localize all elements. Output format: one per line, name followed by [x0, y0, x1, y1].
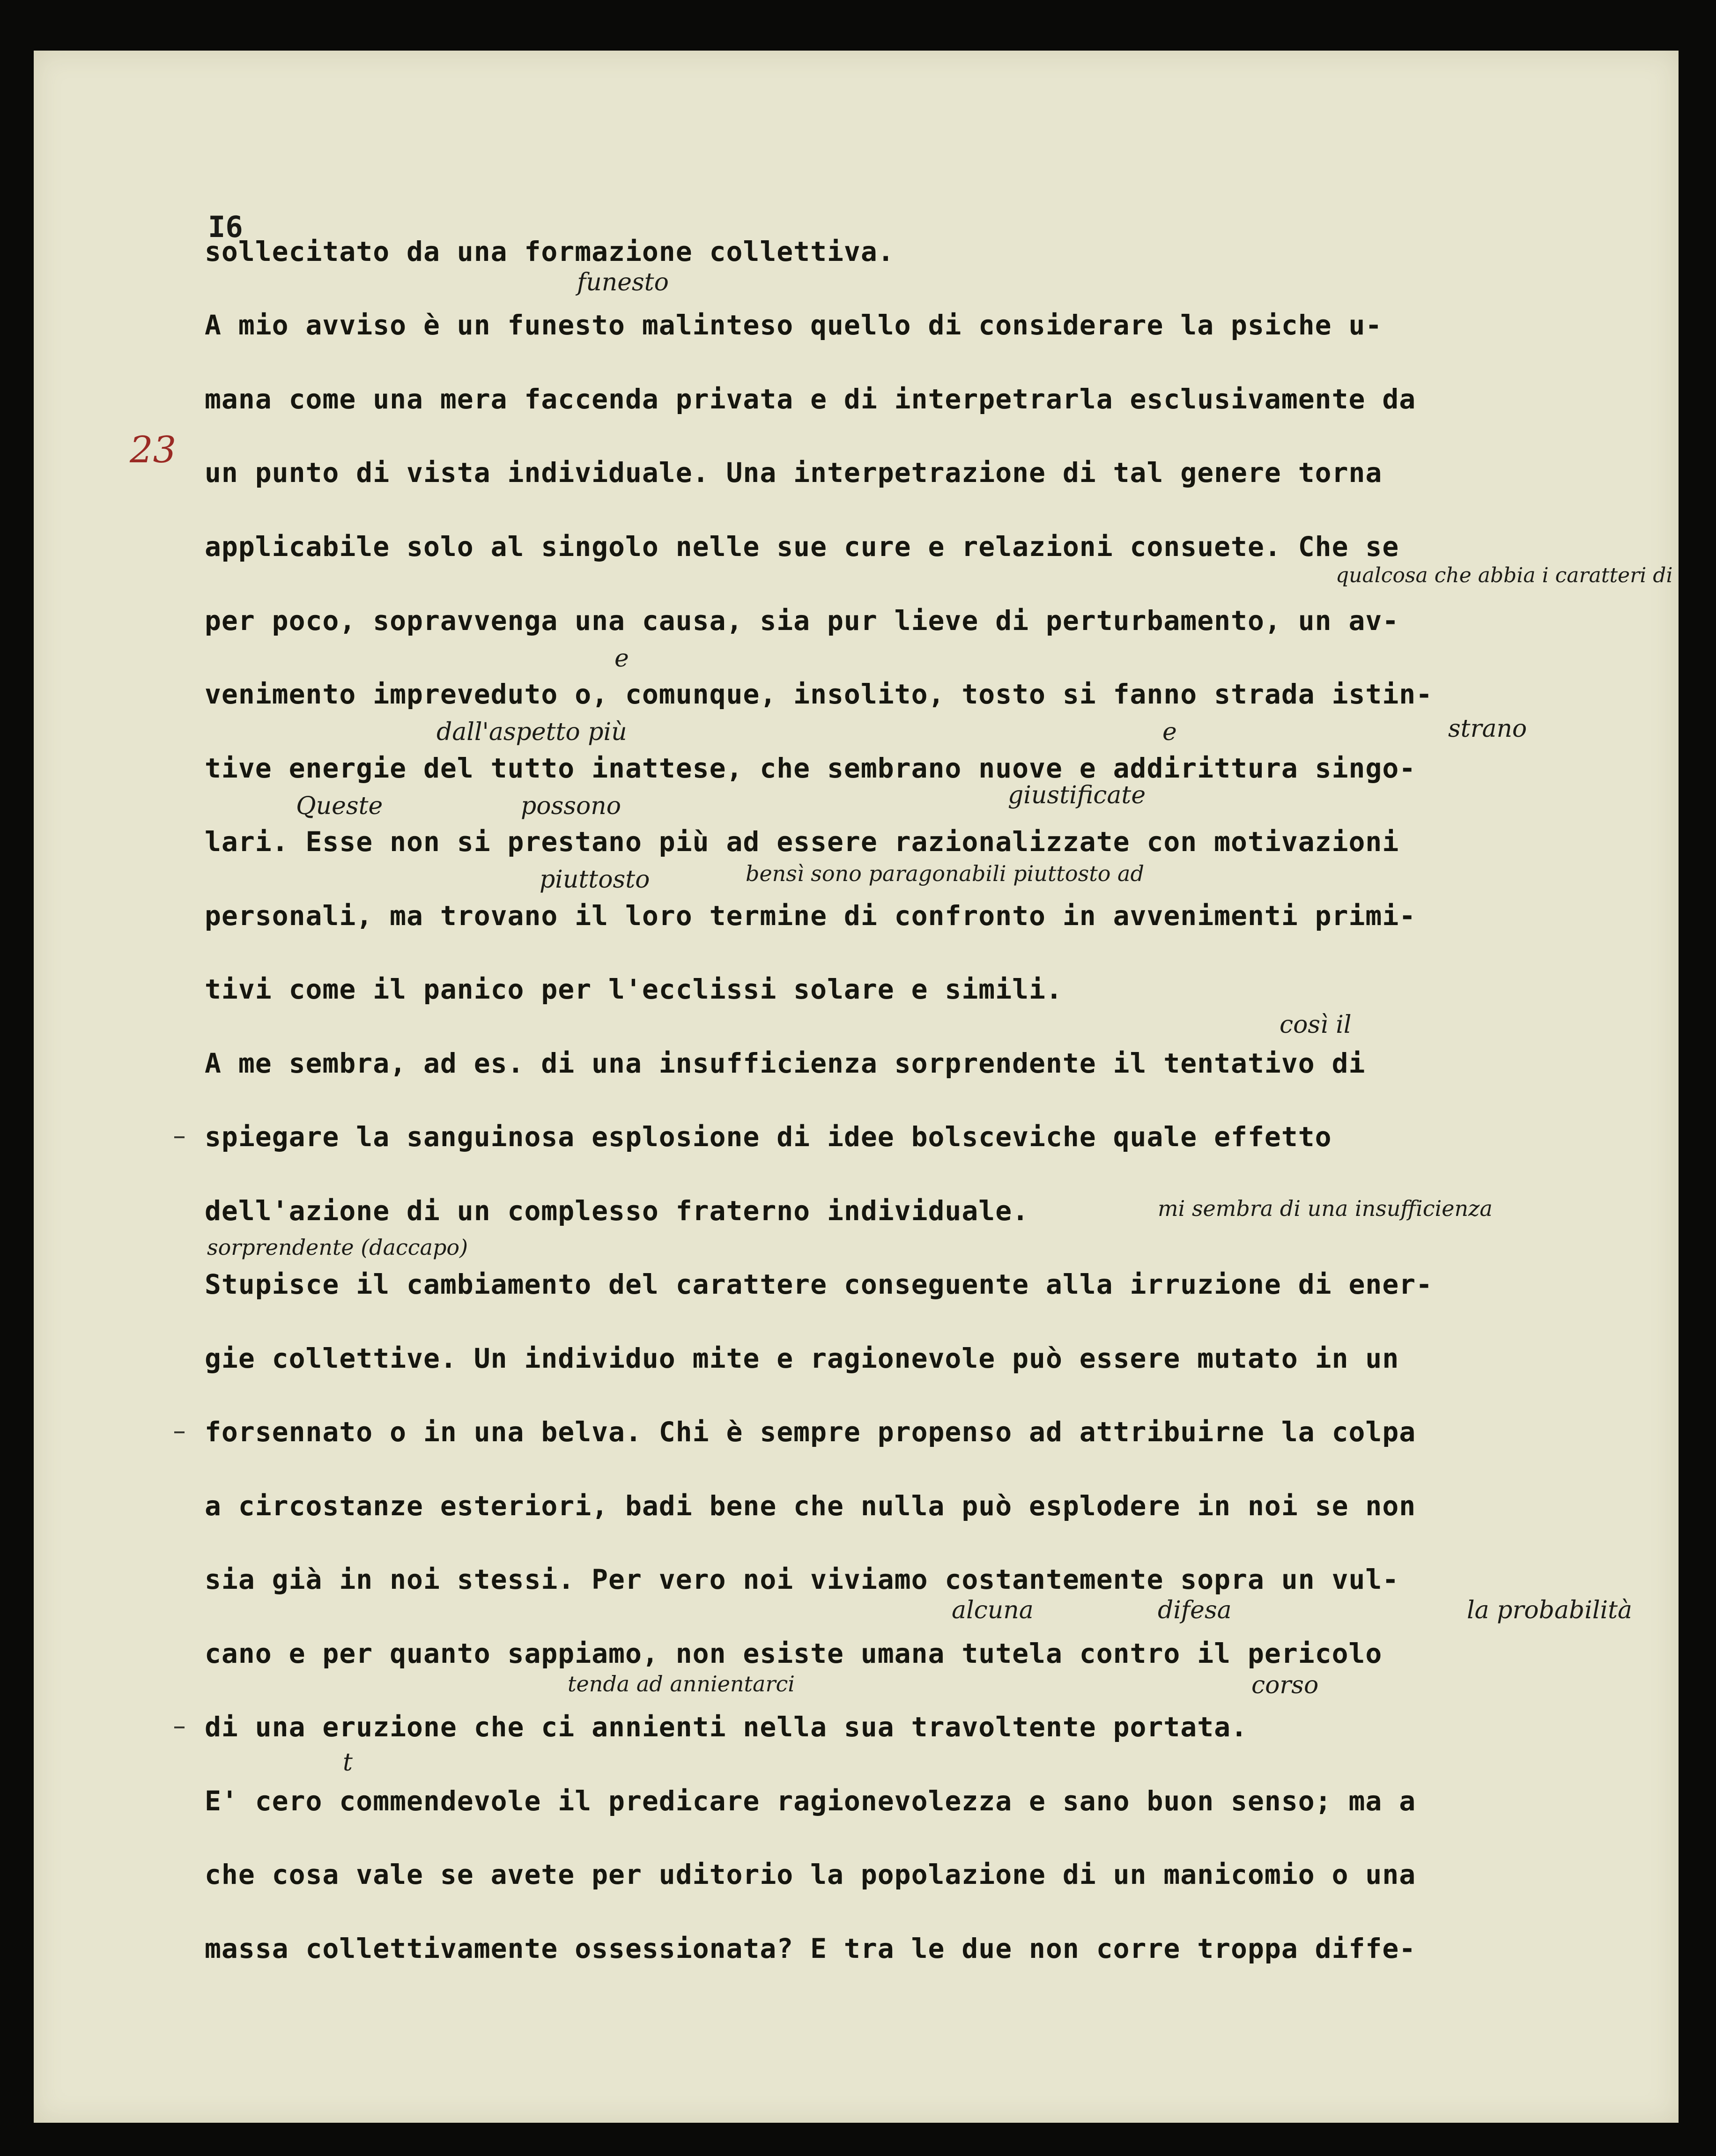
text-line: personali, ma trovano il loro termine di confronto in avvenimenti primi-	[205, 900, 1416, 932]
text-line: tivi come il panico per l'ecclissi solare e simili.	[205, 973, 1063, 1005]
text-line: E' cero commendevole il predicare ragionevolezza e sano buon senso; ma a	[205, 1785, 1416, 1817]
handwritten-annotation: tenda ad annientarci	[568, 1671, 795, 1697]
handwritten-annotation: Queste	[296, 792, 383, 820]
margin-note: 23	[130, 429, 177, 471]
text-line: gie collettive. Un individuo mite e ragionevole può essere mutato in un	[205, 1342, 1399, 1374]
handwritten-annotation: mi sembra di una insufficienza	[1158, 1196, 1493, 1221]
text-line: che cosa vale se avete per uditorio la popolazione di un manicomio o una	[205, 1859, 1416, 1890]
text-line: Stupisce il cambiamento del carattere conseguente alla irruzione di ener-	[205, 1268, 1433, 1300]
handwritten-annotation: qualcosa che abbia i caratteri di	[1336, 563, 1673, 587]
text-line: un punto di vista individuale. Una interpetrazione di tal genere torna	[205, 457, 1383, 489]
text-line: tive energie del tutto inattese, che sembrano nuove e addirittura singo-	[205, 752, 1416, 784]
text-line: applicabile solo al singolo nelle sue cure e relazioni consuete. Che se	[205, 531, 1399, 563]
text-line: venimento impreveduto o, comunque, insolito, tosto si fanno strada istin-	[205, 678, 1433, 710]
text-line: a circostanze esteriori, badi bene che nulla può esplodere in noi se non	[205, 1490, 1416, 1522]
handwritten-annotation: funesto	[577, 268, 669, 296]
text-line: lari. Esse non si prestano più ad essere razionalizzate con motivazioni	[205, 826, 1399, 858]
handwritten-annotation: possono	[521, 792, 621, 820]
margin-dash	[174, 1431, 185, 1433]
text-line: sollecitato da una formazione collettiva.	[205, 236, 895, 267]
handwritten-annotation: strano	[1448, 715, 1527, 743]
page-number: I6	[208, 210, 243, 244]
handwritten-annotation: e	[614, 645, 629, 673]
text-line: dell'azione di un complesso fraterno individuale.	[205, 1195, 1029, 1227]
handwritten-annotation: sorprendente (daccapo)	[207, 1235, 468, 1260]
handwritten-annotation: alcuna	[952, 1596, 1034, 1624]
margin-dash	[174, 1726, 185, 1728]
handwritten-annotation: difesa	[1158, 1596, 1232, 1624]
handwritten-annotation: la probabilità	[1467, 1596, 1632, 1624]
manuscript-page	[34, 51, 1679, 2123]
text-line: cano e per quanto sappiamo, non esiste umana tutela contro il pericolo	[205, 1637, 1383, 1669]
text-line: per poco, sopravvenga una causa, sia pur lieve di perturbamento, un av-	[205, 605, 1399, 637]
text-line: A me sembra, ad es. di una insufficienza sorprendente il tentativo di	[205, 1047, 1366, 1079]
handwritten-annotation: bensì sono paragonabili piuttosto ad	[746, 861, 1144, 886]
text-line: massa collettivamente ossessionata? E tra le due non corre troppa diffe-	[205, 1933, 1416, 1964]
handwritten-annotation: piuttosto	[540, 866, 650, 894]
text-line: forsennato o in una belva. Chi è sempre propenso ad attribuirne la colpa	[205, 1416, 1416, 1448]
text-line: sia già in noi stessi. Per vero noi viviamo costantemente sopra un vul-	[205, 1563, 1399, 1595]
text-line: spiegare la sanguinosa esplosione di idee bolsceviche quale effetto	[205, 1121, 1332, 1153]
handwritten-annotation: corso	[1251, 1671, 1319, 1699]
text-line: A mio avviso è un funesto malinteso quello di considerare la psiche u-	[205, 309, 1383, 341]
handwritten-annotation: e	[1162, 718, 1177, 746]
handwritten-annotation: giustificate	[1008, 781, 1146, 809]
handwritten-annotation: così il	[1280, 1011, 1352, 1039]
margin-dash	[174, 1136, 185, 1138]
text-line: mana come una mera faccenda privata e di interpetrarla esclusivamente da	[205, 383, 1416, 415]
handwritten-annotation: t	[343, 1749, 353, 1777]
text-line: di una eruzione che ci annienti nella sua travoltente portata.	[205, 1711, 1248, 1743]
handwritten-annotation: dall'aspetto più	[436, 718, 627, 746]
